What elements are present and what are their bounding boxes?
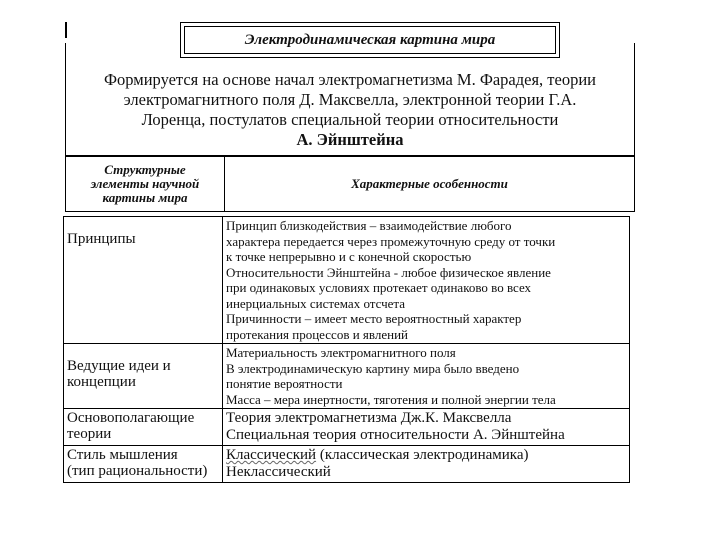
row-label-principles [64, 217, 223, 344]
value-line: Причинности – имеет место вероятностный характер [226, 311, 522, 326]
value-line [226, 447, 626, 464]
row-value-principles [223, 217, 630, 344]
header-line: Формируется на основе начал электромагнетизма М. Фарадея, теории [103, 70, 597, 89]
column-header-structural-elements [65, 156, 225, 212]
header-line: электромагнитного поля Д. Максвелла, электронной теории Г.А. [123, 90, 577, 109]
label-line: Основополагающие [67, 410, 195, 426]
column-header-line: Структурные [104, 162, 186, 177]
value-line: Материальность электромагнитного поля [226, 345, 456, 360]
value-line: протекания процессов и явлений [226, 326, 408, 342]
value-text: (классическая электродинамика) [316, 447, 529, 463]
spellcheck-word: Классический [226, 447, 317, 463]
value-line: Относительности Эйнштейна - любое физическое явление [226, 264, 551, 280]
table-row [64, 409, 630, 446]
label-line: концепции [67, 374, 136, 390]
label-line: (тип рациональности) [67, 463, 208, 479]
table-row [64, 217, 630, 344]
column-header-line: картины мира [102, 190, 188, 205]
row-value-thinking-style [223, 446, 630, 483]
value-line: Специальная теория относительности А. Эйнштейна [226, 427, 565, 443]
table-row [64, 344, 630, 409]
column-header-characteristics: Характерные особенности [224, 156, 635, 212]
label-line: Ведущие идеи и [67, 358, 171, 374]
characteristics-table [63, 216, 630, 483]
label-line: Принципы [67, 231, 136, 247]
value-line: инерциальных системах отсчета [226, 295, 406, 311]
value-line: характера передается через промежуточную среду от точки [226, 233, 556, 249]
text-cursor [65, 22, 67, 38]
value-line: В электродинамическую картину мира было введено [226, 360, 520, 376]
row-value-fundamental-theories [223, 409, 630, 446]
value-line: Масса – мера инертности, тяготения и полной энергии тела [226, 391, 556, 407]
label-line: Стиль мышления [67, 447, 178, 463]
row-value-leading-ideas [223, 344, 630, 409]
table-row [64, 446, 630, 483]
page-title: Электродинамическая картина мира [184, 26, 556, 54]
row-label-thinking-style [64, 446, 223, 483]
value-line: Теория электромагнетизма Дж.К. Максвелла [226, 410, 512, 426]
value-line: Принцип близкодействия – взаимодействие любого [226, 218, 512, 233]
value-line: при одинаковых условиях протекает одинаково во всех [226, 280, 532, 295]
value-line: к точке непрерывно и с конечной скоростью [226, 249, 472, 264]
header-line: Лоренца, постулатов специальной теории относительности [141, 110, 559, 129]
row-label-leading-ideas [64, 344, 223, 409]
value-line: Неклассический [226, 464, 331, 480]
column-header-line: элементы научной [90, 176, 200, 191]
header-line: А. Эйнштейна [296, 130, 404, 149]
header-description [65, 70, 635, 150]
label-line: теории [67, 426, 112, 442]
row-label-fundamental-theories [64, 409, 223, 446]
value-line: понятие вероятности [226, 376, 343, 391]
